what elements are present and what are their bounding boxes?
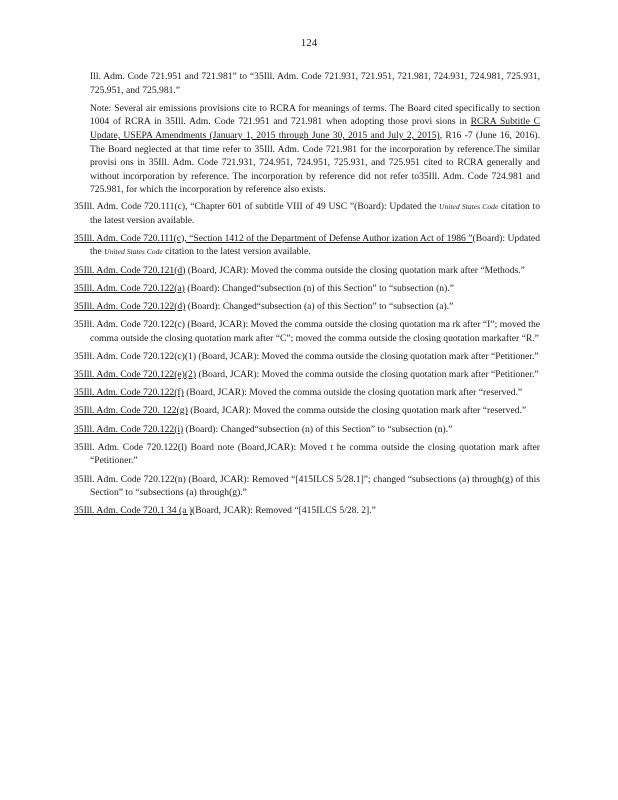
amendment-entry: [74, 386, 540, 400]
text-segment: citation to the latest version available.: [162, 246, 311, 258]
document-body: [74, 70, 540, 523]
note-paragraph: [74, 102, 540, 197]
text-segment: (Board, JCAR): Moved the comma outside the closing quotation mark after “Methods.”: [185, 264, 525, 276]
text-segment: 35Ill. Adm. Code 720.111(c), “Chapter 601 of subtitle VIII of 49 USC ”(Board): Updated the: [74, 200, 440, 212]
underlined-citation: 35Ill. Adm. Code 720.122(d): [74, 300, 186, 312]
amendment-entry: [74, 473, 540, 500]
underlined-citation: 35Ill. Adm. Code 720.122(f): [74, 387, 184, 399]
text-segment: 35Ill. Adm. Code 720.122(c) (Board, JCAR): Moved the comma outside the closing quotation ma rk after “I”; moved the comma outside the closing quotation mark after “C”; moved the comma outside the closing quotation markafter “R.”: [74, 319, 540, 344]
text-segment: 35Ill. Adm. Code 720.122(l) Board note (Board,JCAR): Moved t he comma outside the closing quotation mark after “Petitioner.”: [74, 441, 540, 467]
text-segment: Note: Several air emissions provisions cite to RCRA for meanings of terms. The Board cited specifically to section 1004 of RCRA in 35Ill. Adm. Code 721.951 and 721.981 when adopting those provi sions in: [90, 102, 540, 128]
underlined-citation: 35Ill. Adm. Code 720.1 34 (a ): [74, 505, 193, 517]
underlined-citation: 35Ill. Adm. Code 720.111(c), “Section 1412 of the Department of Defense Author ization Act of 1986 ”: [74, 232, 473, 244]
amendment-entry: [74, 264, 540, 278]
text-segment: (Board): Changed“subsection (n) of this Section” to “subsection (n).”: [184, 282, 454, 294]
text-segment: Ill. Adm. Code 721.951 and 721.981” to “35Ill. Adm. Code 721.931, 721.951, 721.981, 724.931, 724.981, 725.931, 725.951, and 725.981.”: [90, 71, 540, 96]
amendment-entry: [74, 200, 540, 227]
text-segment: citation to the latest version available.: [90, 200, 541, 226]
amendment-entry: [74, 441, 540, 468]
text-segment: (Board): Updated the: [90, 232, 540, 258]
text-segment: 35Ill. Adm. Code 720.122(n) (Board, JCAR): Removed “[415ILCS 5/28.1]”; changed “subsections (a) through(g) of this Section” to “subsections (a) through(g).”: [74, 473, 540, 499]
text-segment: (Board): Changed“subsection (a) of this Section” to “subsection (a).”: [185, 300, 454, 312]
amendment-entry: [74, 318, 540, 345]
amendment-entry: [74, 368, 540, 382]
text-segment: (Board): Changed“subsection (n) of this Section” to “subsection (n).”: [183, 423, 453, 435]
underlined-citation: 35Ill. Adm. Code 720.121(d): [74, 264, 186, 276]
amendment-entry: [74, 232, 540, 259]
amendment-entry: [74, 404, 540, 418]
amendment-entry: [74, 300, 540, 314]
underlined-citation: 35Ill. Adm. Code 720. 122(g): [74, 405, 188, 417]
paragraph-continuation: [74, 70, 540, 97]
underlined-citation: RCRA Subtitle C Update, USEPA Amendments (January 1, 2015 through June 30, 2015 and July 2, 2015): [90, 116, 540, 141]
underlined-citation: 35Ill. Adm. Code 720.122(a): [74, 282, 185, 294]
amendment-entry: [74, 504, 540, 518]
underlined-citation: 35Ill. Adm. Code 720.122(e)(2): [74, 369, 197, 381]
text-segment: (Board, JCAR): Moved the comma outside the closing quotation mark after “reserved.”: [187, 405, 527, 417]
amendment-entry: [74, 282, 540, 296]
code-name: United States Code: [439, 201, 499, 211]
code-name: United States Code: [104, 247, 163, 257]
amendment-entry: [74, 423, 540, 437]
text-segment: (Board, JCAR): Moved the comma outside the closing quotation mark after “Petitioner.”: [196, 369, 539, 381]
text-segment: , R16 -7 (June 16, 2016). The Board neglected at that time refer to 35Ill. Adm. Code 721.981 for the incorporation by reference.The similar provisi ons in 35Ill. Adm. Code 721.931, 724.951, 724.951, 725.931, and 725.951 cited to RCRA generally and without incorporation by reference. The incorporation by reference did not refer to35Ill. Adm. Code 724.981 and 725.981, for which the incorporation by reference also exists.: [90, 129, 540, 196]
page-number: 124: [300, 37, 318, 49]
text-segment: (Board, JCAR): Removed “[415ILCS 5/28. 2].”: [192, 505, 376, 517]
text-segment: (Board, JCAR): Moved the comma outside the closing quotation mark after “reserved.”: [183, 387, 523, 399]
amendment-entry: [74, 350, 540, 364]
text-segment: 35Ill. Adm. Code 720.122(c)(1) (Board, JCAR): Moved the comma outside the closing quotation mark after “Petitioner.”: [74, 350, 539, 362]
underlined-citation: 35Ill. Adm. Code 720.122(i): [74, 423, 184, 435]
